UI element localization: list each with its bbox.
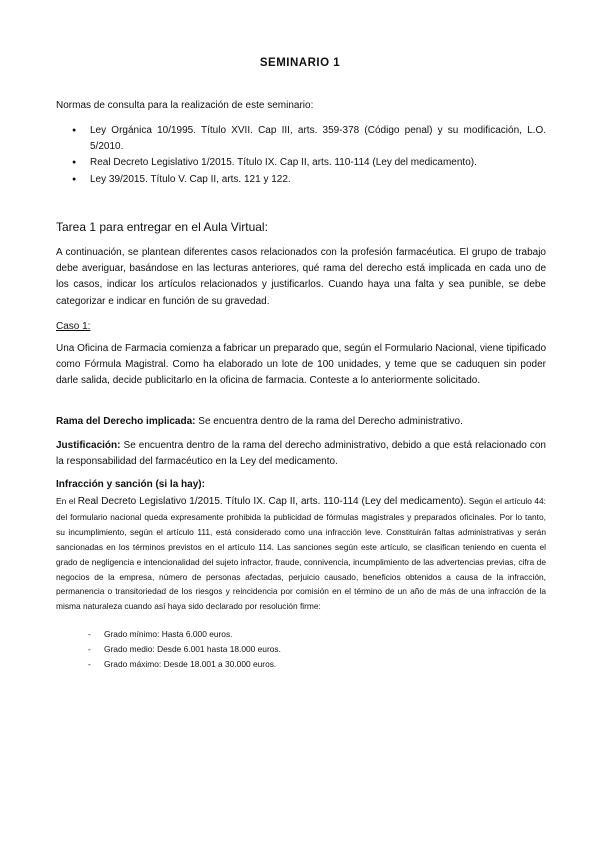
grade-item: - Grado medio: Desde 6.001 hasta 18.000 euros. xyxy=(88,642,281,657)
infraction-text: Según el artículo 44: del formulario nacional queda expresamente prohibida la publicidad de fórmulas magistrales y preparados oficinales. Por lo tanto, su incumplimiento, según el artículo 111, está considerado como una infracción leve. Constituirán faltas administrativas y serán sancionadas en los términos previstos en el artículo 114. Las sanciones según este artículo, se clasifican teniendo en cuenta el grado de negligencia e intencionalidad del sujeto infractor, fraude, connivencia, incumplimiento de las advertencias previas, cifra de negocios de la empresa, número de personas afectadas, perjuicio causado, beneficios obtenidos a causa de la infracción, permanencia o transitoriedad de los riesgos y reincidencia por comisión en el término de un año de más de una infracción de la misma naturaleza cuando así haya sido declarado por resolución firme: xyxy=(56,496,546,612)
infraction-heading xyxy=(56,477,546,493)
norm-item: ● Ley 39/2015. Título V. Cap II, arts. 121 y 122. xyxy=(72,172,546,188)
norm-item: ● Ley Orgánica 10/1995. Título XVII. Cap III, arts. 359-378 (Código penal) y su modificación, L.O. 5/2010. xyxy=(72,123,546,155)
norm-item: ● Real Decreto Legislativo 1/2015. Título IX. Cap II, arts. 110-114 (Ley del medicamento). xyxy=(72,155,546,171)
intro-paragraph: Normas de consulta para la realización de este seminario: xyxy=(56,100,314,111)
grade-item: - Grado mínimo: Hasta 6.000 euros. xyxy=(88,627,281,642)
infraction-label: Infracción y sanción (si la hay): xyxy=(56,479,205,490)
task-heading: Tarea 1 para entregar en el Aula Virtual: xyxy=(56,220,268,234)
grades-list xyxy=(88,627,281,672)
infraction-prefix: En el xyxy=(56,496,78,506)
page-title: SEMINARIO 1 xyxy=(259,57,341,69)
justification-text: Se encuentra dentro de la rama del derecho administrativo, debido a que está relacionado con la responsabilidad del farmacéutico en la Ley del medicamento. xyxy=(56,440,546,468)
rama-text: Se encuentra dentro de la rama del Derecho administrativo. xyxy=(195,416,463,427)
case-paragraph: Una Oficina de Farmacia comienza a fabricar un preparado que, según el Formulario Nacional, viene tipificado como Fórmula Magistral. Como ha elaborado un lote de 100 unidades, y teme que se caduquen sin poder darle salida, decide publicitarlo en la oficina de farmacia. Conteste a lo anteriormente solicitado. xyxy=(56,343,546,387)
justification-paragraph xyxy=(56,438,546,470)
rama-paragraph xyxy=(56,414,546,430)
grade-item: - Grado máximo: Desde 18.001 a 30.000 euros. xyxy=(88,657,281,672)
norms-list xyxy=(72,123,546,188)
case-label: Caso 1: xyxy=(56,321,91,332)
infraction-paragraph xyxy=(56,494,546,614)
justification-label: Justificación: xyxy=(56,440,121,451)
task-paragraph: A continuación, se plantean diferentes casos relacionados con la profesión farmacéutica. El grupo de trabajo debe averiguar, basándose en las lecturas anteriores, qué rama del derecho está implicada en cada uno de los casos, indicar los artículos relacionados y justificarlos. Cuando haya una falta y sea punible, se debe categorizar e indicar en función de su gravedad. xyxy=(56,247,546,307)
rama-label: Rama del Derecho implicada: xyxy=(56,416,196,427)
infraction-law: Real Decreto Legislativo 1/2015. Título IX. Cap II, arts. 110-114 (Ley del medicamento). xyxy=(77,496,467,507)
